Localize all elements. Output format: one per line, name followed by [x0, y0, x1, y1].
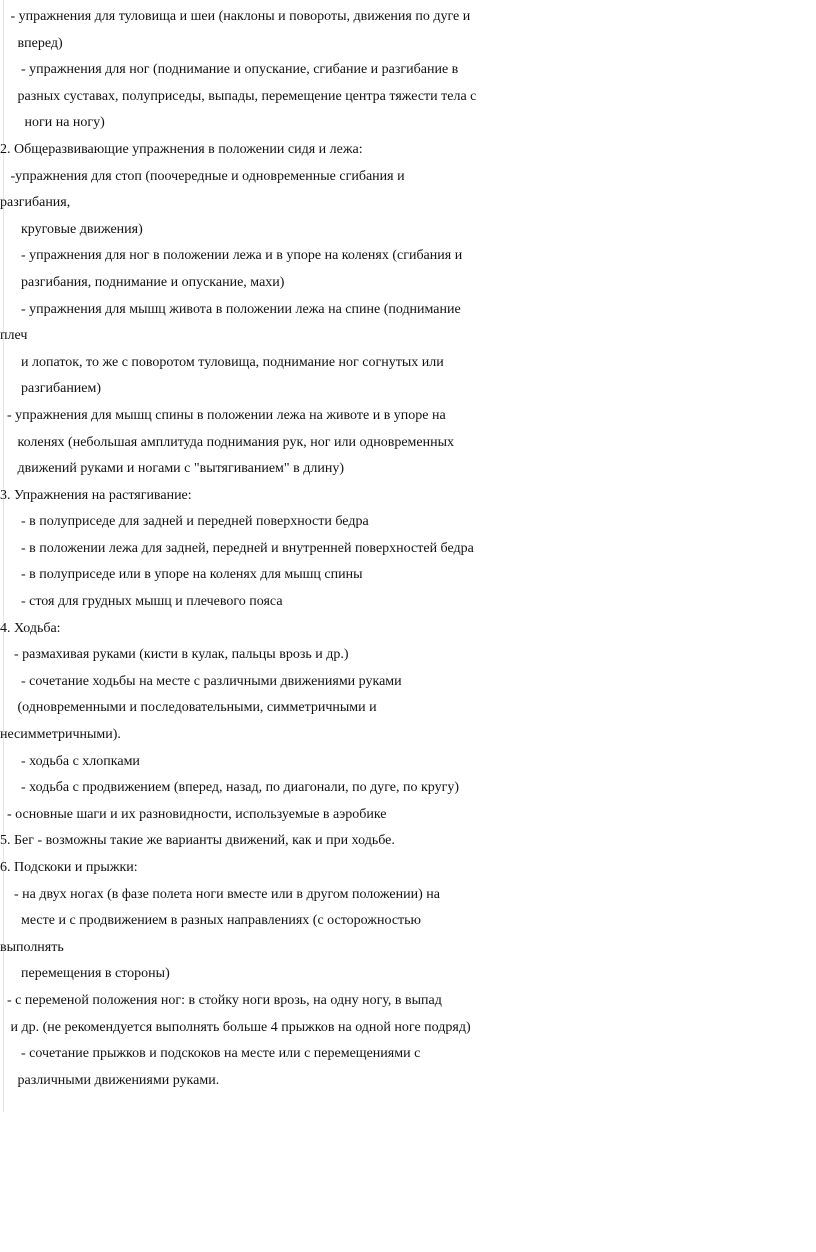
section-heading-6: 6. Подскоки и прыжки:: [0, 860, 138, 875]
text-line: круговые движения): [0, 221, 143, 237]
text-line: вперед): [0, 35, 63, 51]
text-line: - упражнения для ног в положении лежа и в упоре на коленях (сгибания и: [0, 248, 463, 264]
text-line: (одновременными и последовательными, симметричными и: [0, 700, 377, 716]
section-heading-5: 5. Бег - возможны такие же варианты движений, как и при ходьбе.: [0, 833, 395, 849]
text-line: - с переменой положения ног: в стойку ноги врозь, на одну ногу, в выпад: [0, 992, 442, 1008]
text-line: - основные шаги и их разновидности, используемые в аэробике: [0, 806, 387, 822]
text-line: - в полуприседе для задней и передней поверхности бедра: [0, 514, 369, 530]
text-line: коленях (небольшая амплитуда поднимания рук, ног или одновременных: [0, 434, 455, 450]
text-line: - упражнения для туловища и шеи (наклоны и повороты, движения по дуге и: [0, 9, 471, 24]
section-heading-2: 2. Общеразвивающие упражнения в положении сидя и лежа:: [0, 141, 363, 157]
text-line: и лопаток, то же с поворотом туловища, поднимание ног согнутых или: [0, 354, 444, 370]
section-heading-3: 3. Упражнения на растягивание:: [0, 487, 192, 503]
text-line: - упражнения для ног (поднимание и опускание, сгибание и разгибание в: [0, 62, 459, 78]
text-line: разгибанием): [0, 381, 102, 397]
text-line: -упражнения для стоп (поочередные и одновременные сгибания и: [0, 168, 405, 184]
text-line: разных суставах, полуприседы, выпады, перемещение центра тяжести тела с: [0, 88, 477, 104]
text-line: - ходьба с хлопками: [0, 753, 140, 769]
text-line: - на двух ногах (в фазе полета ноги вместе или в другом положении) на: [0, 886, 440, 902]
text-line: разгибания,: [0, 195, 71, 211]
text-line: - упражнения для мышц спины в положении лежа на животе и в упоре на: [0, 407, 446, 423]
text-line: и др. (не рекомендуется выполнять больше 4 прыжков на одной ноге подряд): [0, 1019, 471, 1035]
text-line: - сочетание прыжков и подскоков на месте или с перемещениями с: [0, 1046, 421, 1062]
text-line: месте и с продвижением в разных направлениях (с осторожностью: [0, 913, 421, 929]
text-line: несимметричными).: [0, 727, 121, 743]
document-text: [0, 4, 816, 1094]
section-heading-4: 4. Ходьба:: [0, 620, 61, 636]
text-line: перемещения в стороны): [0, 966, 170, 982]
text-line: движений руками и ногами с "вытягиванием" в длину): [0, 461, 344, 477]
text-line: разгибания, поднимание и опускание, махи): [0, 274, 285, 290]
text-line: ноги на ногу): [0, 115, 105, 131]
text-line: различными движениями руками.: [0, 1072, 220, 1088]
text-line: - в полуприседе или в упоре на коленях для мышц спины: [0, 567, 363, 583]
text-line: плеч: [0, 328, 28, 344]
text-line: - упражнения для мышц живота в положении лежа на спине (поднимание: [0, 301, 461, 317]
text-line: - стоя для грудных мышц и плечевого пояса: [0, 594, 283, 610]
text-line: - сочетание ходьбы на месте с различными движениями руками: [0, 673, 402, 689]
text-line: - в положении лежа для задней, передней и внутренней поверхностей бедра: [0, 540, 474, 556]
text-line: выполнять: [0, 939, 64, 955]
text-line: - ходьба с продвижением (вперед, назад, по диагонали, по дуге, по кругу): [0, 780, 459, 796]
text-line: - размахивая руками (кисти в кулак, пальцы врозь и др.): [0, 647, 349, 663]
